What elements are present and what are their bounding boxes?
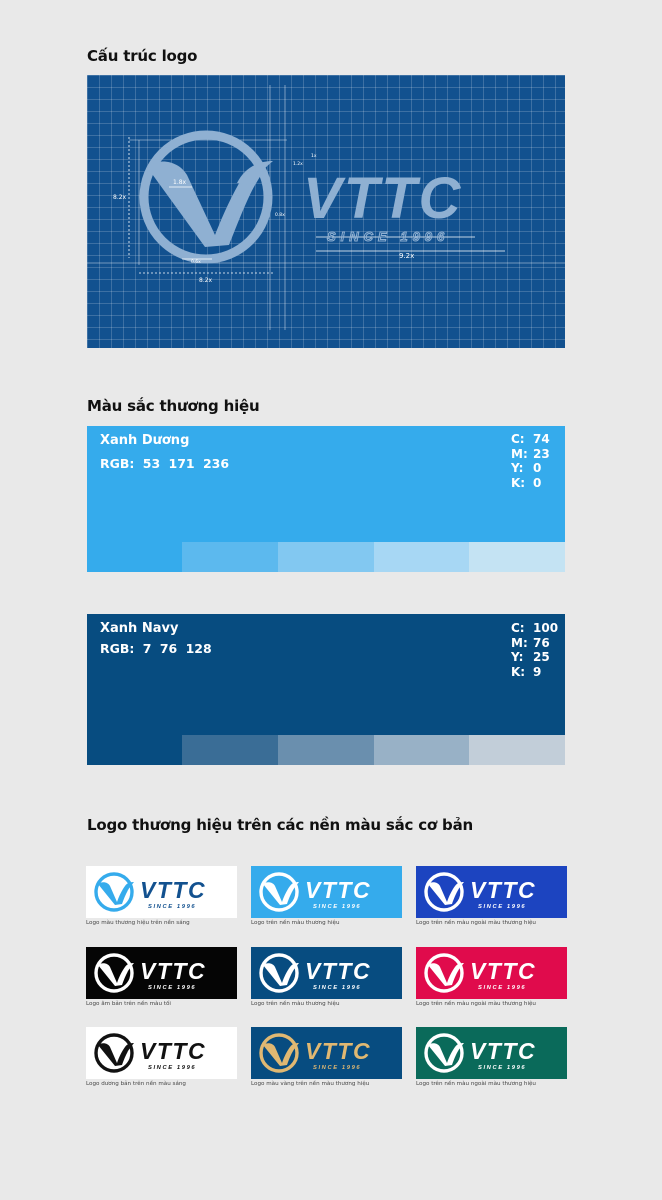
color-name: Xanh Dương (100, 433, 190, 448)
logo-tile-background (251, 1027, 402, 1079)
svg-text:VTTC: VTTC (303, 166, 463, 231)
svg-text:SINCE 1996: SINCE 1996 (327, 229, 450, 244)
dim-width: 8.2x (199, 277, 213, 284)
logo-tile-background (416, 947, 567, 999)
color-rgb: RGB: 7 76 128 (100, 641, 212, 656)
logo-tile-background (251, 947, 402, 999)
logo-tile (86, 1027, 237, 1087)
logo-tile-background (416, 1027, 567, 1079)
tint-2 (278, 542, 374, 572)
logo-tile (416, 1027, 567, 1087)
logo-tile-background (86, 947, 237, 999)
vttc-logo (422, 1031, 562, 1075)
logo-tile (251, 866, 402, 926)
structure-wordmark (303, 166, 462, 244)
color-cmyk: C: 74 M: 23 Y: 0 K: 0 (511, 432, 550, 490)
tint-4 (469, 735, 565, 765)
logo-tile-caption: Logo dương bản trên nền màu sáng (86, 1081, 186, 1087)
colors-title: Màu sắc thương hiệu (87, 397, 260, 415)
dim-stroke: 1.8x (173, 179, 187, 186)
logo-tile-caption: Logo trên nền màu thương hiệu (251, 920, 340, 926)
logo-tile-background (86, 866, 237, 918)
structure-logo-mark (144, 135, 273, 259)
structure-title: Cấu trúc logo (87, 47, 198, 65)
logo-tile-background (86, 1027, 237, 1079)
logo-structure-grid (87, 75, 565, 348)
logo-tile (416, 947, 567, 1007)
color-cmyk: C: 100 M: 76 Y: 25 K: 9 (511, 621, 559, 679)
vttc-logo (92, 1031, 232, 1075)
logo-structure-diagram (87, 75, 565, 348)
logo-tile-caption: Logo trên nền màu ngoài màu thương hiệu (416, 1001, 536, 1007)
color-swatch-blue (87, 426, 565, 572)
vttc-logo (92, 870, 232, 914)
dim-height: 8.2x (113, 194, 127, 201)
logo-tile (251, 1027, 402, 1087)
color-rgb: RGB: 53 171 236 (100, 456, 230, 471)
vttc-logo (422, 870, 562, 914)
logo-tile-caption: Logo âm bản trên nền màu tối (86, 1001, 171, 1007)
vttc-logo (257, 951, 397, 995)
backgrounds-title: Logo thương hiệu trên các nền màu sắc cơ bản (87, 816, 473, 834)
dim-gap-a: 1.2x (293, 162, 303, 167)
vttc-logo (422, 951, 562, 995)
logo-tile (416, 866, 567, 926)
tint-2 (278, 735, 374, 765)
tint-1 (182, 735, 278, 765)
logo-tile-caption: Logo trên nền màu thương hiệu (251, 1001, 340, 1007)
dim-gap-b: 0.8x (275, 213, 285, 218)
vttc-logo (92, 951, 232, 995)
logo-tile (86, 866, 237, 926)
logo-tile-caption: Logo trên nền màu ngoài màu thương hiệu (416, 920, 536, 926)
color-swatch-navy (87, 614, 565, 765)
tint-1 (182, 542, 278, 572)
dim-wordmark-width: 9.2x (399, 252, 415, 260)
tint-3 (374, 735, 470, 765)
logo-tile (86, 947, 237, 1007)
color-tints (182, 542, 565, 572)
logo-tile (251, 947, 402, 1007)
vttc-logo (257, 1031, 397, 1075)
tint-3 (374, 542, 470, 572)
dim-unit: 1x (311, 154, 317, 159)
logo-tile-caption: Logo màu thương hiệu trên nền sáng (86, 920, 190, 926)
tint-4 (469, 542, 565, 572)
color-tints (182, 735, 565, 765)
dim-gap-small: 0.6x (191, 260, 201, 265)
logo-tile-caption: Logo trên nền màu ngoài màu thương hiệu (416, 1081, 536, 1087)
vttc-logo (257, 870, 397, 914)
color-name: Xanh Navy (100, 621, 179, 636)
logo-tile-caption: Logo màu vàng trên nền màu thương hiệu (251, 1081, 370, 1087)
logo-tile-background (416, 866, 567, 918)
logo-tile-background (251, 866, 402, 918)
